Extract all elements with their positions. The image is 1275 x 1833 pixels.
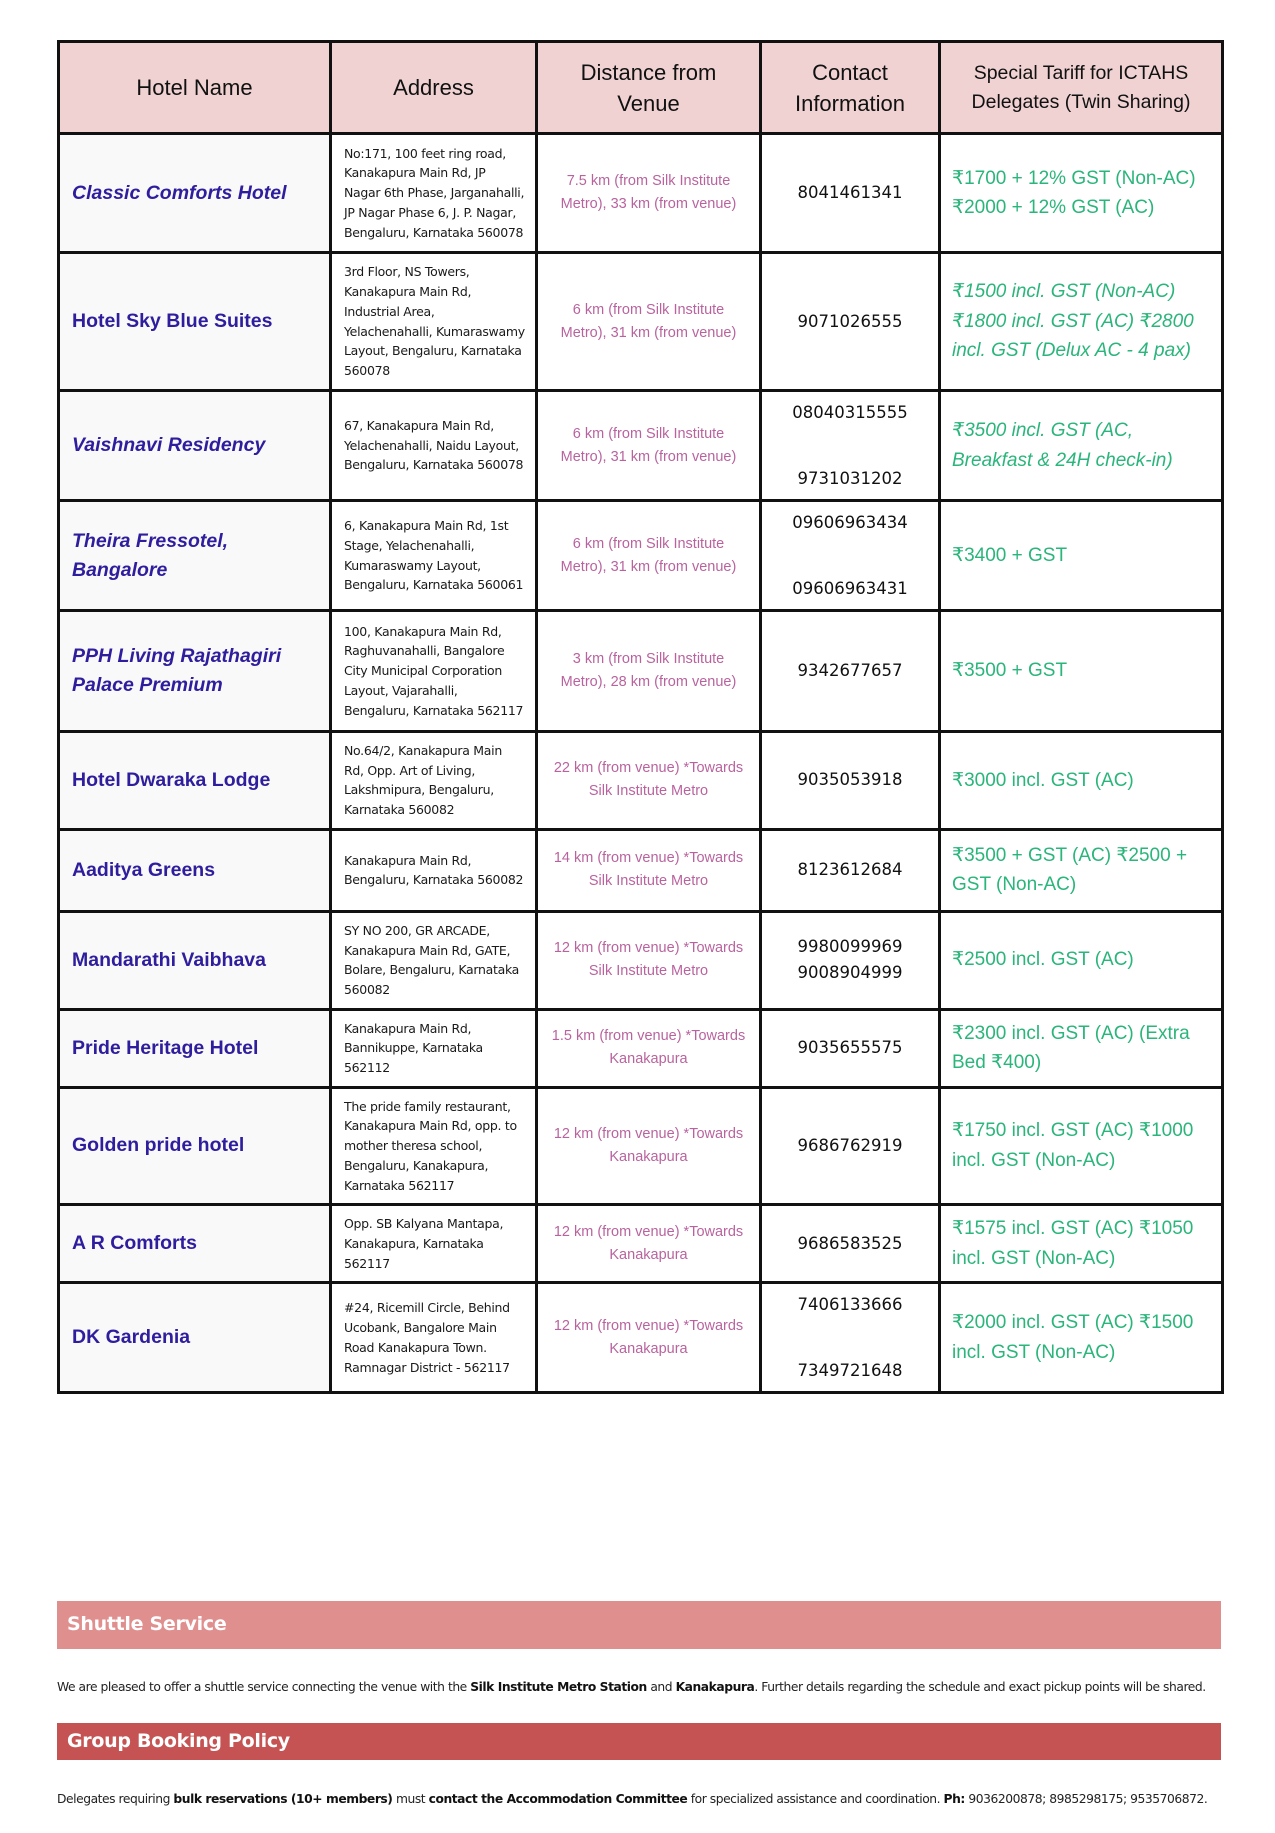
hotel-address: 3rd Floor, NS Towers, Kanakapura Main Rd, Industrial Area, Yelachenahalli, Kumaraswamy Layout, Bengaluru, Karnataka 560078: [331, 253, 537, 391]
header-hotel-name: Hotel Name: [59, 42, 331, 134]
group-booking-title: Group Booking Policy: [67, 1730, 290, 1752]
shuttle-service-text: We are pleased to offer a shuttle service connecting the venue with the Silk Institute Metro Station and Kanakapura. Further details regarding the schedule and exact pickup points will be shared.: [57, 1680, 1206, 1694]
hotel-distance: 6 km (from Silk Institute Metro), 31 km (from venue): [537, 501, 761, 611]
hotel-tariff: ₹2300 incl. GST (AC) (Extra Bed ₹400): [940, 1009, 1223, 1087]
table-row: [59, 1009, 1223, 1087]
hotel-distance: 12 km (from venue) *Towards Kanakapura: [537, 1283, 761, 1393]
hotel-distance: 7.5 km (from Silk Institute Metro), 33 km (from venue): [537, 134, 761, 253]
hotel-name: A R Comforts: [59, 1205, 331, 1283]
shuttle-service-banner: [57, 1601, 1221, 1649]
contact-phone-number: 09606963431: [792, 578, 908, 598]
hotel-address: The pride family restaurant, Kanakapura Main Rd, opp. to mother theresa school, Bengaluru, Kanakapura, Karnataka 562117: [331, 1087, 537, 1205]
hotel-contact: [761, 911, 940, 1009]
hotel-address: Opp. SB Kalyana Mantapa, Kanakapura, Karnataka 562117: [331, 1205, 537, 1283]
contact-phone-number: 9008904999: [797, 963, 903, 983]
hotel-tariff: ₹3500 + GST: [940, 611, 1223, 732]
hotel-distance: 12 km (from venue) *Towards Kanakapura: [537, 1087, 761, 1205]
hotel-distance: 22 km (from venue) *Towards Silk Institute Metro: [537, 732, 761, 830]
table-row: [59, 829, 1223, 911]
contact-phone-number: 08040315555: [792, 402, 908, 422]
hotel-rows: [59, 134, 1223, 1393]
hotel-contact: [761, 134, 940, 253]
hotel-contact: [761, 1283, 940, 1393]
hotel-contact: [761, 253, 940, 391]
hotel-tariff: ₹3500 incl. GST (AC, Breakfast & 24H check-in): [940, 391, 1223, 501]
hotel-address: No.64/2, Kanakapura Main Rd, Opp. Art of Living, Lakshmipura, Bengaluru, Karnataka 560082: [331, 732, 537, 830]
contact-spacer: [766, 536, 934, 576]
hotel-name: Aaditya Greens: [59, 829, 331, 911]
hotel-tariff: ₹3400 + GST: [940, 501, 1223, 611]
contact-phone-number: 9035053918: [797, 770, 903, 790]
table-row: [59, 1087, 1223, 1205]
hotel-address: SY NO 200, GR ARCADE, Kanakapura Main Rd, GATE, Bolare, Bengaluru, Karnataka 560082: [331, 911, 537, 1009]
contact-phone-number: 7349721648: [797, 1360, 903, 1380]
hotel-address: No:171, 100 feet ring road, Kanakapura Main Rd, JP Nagar 6th Phase, Jarganahalli, JP Nagar Phase 6, J. P. Nagar, Bengaluru, Karnataka 560078: [331, 134, 537, 253]
table-row: [59, 1205, 1223, 1283]
hotel-name: Mandarathi Vaibhava: [59, 911, 331, 1009]
hotel-contact: [761, 829, 940, 911]
contact-phone-number: 9342677657: [797, 661, 903, 680]
table-row: [59, 501, 1223, 611]
contact-phone-number: 9686762919: [797, 1135, 903, 1155]
hotel-tariff: ₹1700 + 12% GST (Non-AC) ₹2000 + 12% GST (AC): [940, 134, 1223, 253]
hotel-name: Hotel Dwaraka Lodge: [59, 732, 331, 830]
hotel-name: Golden pride hotel: [59, 1087, 331, 1205]
group-booking-text: Delegates requiring bulk reservations (10+ members) must contact the Accommodation Committee for specialized assistance and coordination. Ph: 9036200878; 8985298175; 9535706872.: [57, 1792, 1208, 1806]
contact-phone-number: 8041461341: [797, 183, 903, 202]
contact-phone-number: 9071026555: [797, 311, 903, 331]
hotel-contact: [761, 732, 940, 830]
header-tariff: Special Tariff for ICTAHS Delegates (Twin Sharing): [940, 42, 1223, 134]
hotel-name: Pride Heritage Hotel: [59, 1009, 331, 1087]
table-row: [59, 732, 1223, 830]
shuttle-service-title: Shuttle Service: [67, 1613, 227, 1635]
header-distance: Distance from Venue: [537, 42, 761, 134]
header-contact: Contact Information: [761, 42, 940, 134]
hotel-name: Classic Comforts Hotel: [59, 134, 331, 253]
contact-phone-number: 7406133666: [797, 1294, 903, 1314]
hotel-distance: 12 km (from venue) *Towards Silk Institute Metro: [537, 911, 761, 1009]
hotel-tariff: ₹2500 incl. GST (AC): [940, 911, 1223, 1009]
hotel-name: PPH Living Rajathagiri Palace Premium: [59, 611, 331, 732]
hotel-tariff: ₹3500 + GST (AC) ₹2500 + GST (Non-AC): [940, 829, 1223, 911]
table-row: [59, 1283, 1223, 1393]
hotel-address: #24, Ricemill Circle, Behind Ucobank, Bangalore Main Road Kanakapura Town. Ramnagar District - 562117: [331, 1283, 537, 1393]
hotel-tariff: ₹1575 incl. GST (AC) ₹1050 incl. GST (Non-AC): [940, 1205, 1223, 1283]
hotel-distance: 1.5 km (from venue) *Towards Kanakapura: [537, 1009, 761, 1087]
hotel-distance: 14 km (from venue) *Towards Silk Institute Metro: [537, 829, 761, 911]
table-row: [59, 911, 1223, 1009]
contact-phone-number: 9731031202: [797, 468, 903, 488]
table-row: [59, 134, 1223, 253]
contact-phone-number: 9686583525: [797, 1233, 903, 1253]
hotel-table: [57, 40, 1224, 1394]
hotel-tariff: ₹1500 incl. GST (Non-AC) ₹1800 incl. GST (AC) ₹2800 incl. GST (Delux AC - 4 pax): [940, 253, 1223, 391]
hotel-distance: 6 km (from Silk Institute Metro), 31 km (from venue): [537, 253, 761, 391]
hotel-contact: [761, 501, 940, 611]
hotel-distance: 12 km (from venue) *Towards Kanakapura: [537, 1205, 761, 1283]
contact-spacer: [766, 426, 934, 466]
contact-phone-number: 8123612684: [797, 860, 903, 880]
contact-spacer: [766, 1318, 934, 1358]
hotel-contact: [761, 611, 940, 732]
hotel-distance: 3 km (from Silk Institute Metro), 28 km (from venue): [537, 611, 761, 732]
hotel-tariff: ₹2000 incl. GST (AC) ₹1500 incl. GST (Non-AC): [940, 1283, 1223, 1393]
contact-phone-number: 09606963434: [792, 512, 908, 532]
hotel-address: Kanakapura Main Rd, Bengaluru, Karnataka 560082: [331, 829, 537, 911]
hotel-contact: [761, 1205, 940, 1283]
table-row: [59, 391, 1223, 501]
hotel-distance: 6 km (from Silk Institute Metro), 31 km (from venue): [537, 391, 761, 501]
table-row: [59, 611, 1223, 732]
contact-phone-number: 9980099969: [797, 937, 903, 957]
hotel-name: DK Gardenia: [59, 1283, 331, 1393]
hotel-address: 100, Kanakapura Main Rd, Raghuvanahalli, Bangalore City Municipal Corporation Layout, Vajarahalli, Bengaluru, Karnataka 562117: [331, 611, 537, 732]
hotel-contact: [761, 1009, 940, 1087]
hotel-name: Theira Fressotel, Bangalore: [59, 501, 331, 611]
hotel-contact: [761, 391, 940, 501]
hotel-name: Hotel Sky Blue Suites: [59, 253, 331, 391]
hotel-tariff: ₹3000 incl. GST (AC): [940, 732, 1223, 830]
hotel-contact: [761, 1087, 940, 1205]
hotel-address: 6, Kanakapura Main Rd, 1st Stage, Yelachenahalli, Kumaraswamy Layout, Bengaluru, Karnataka 560061: [331, 501, 537, 611]
table-header-row: [59, 42, 1223, 134]
header-address: Address: [331, 42, 537, 134]
hotel-name: Vaishnavi Residency: [59, 391, 331, 501]
hotel-tariff: ₹1750 incl. GST (AC) ₹1000 incl. GST (Non-AC): [940, 1087, 1223, 1205]
contact-phone-number: 9035655575: [797, 1038, 903, 1058]
hotel-address: Kanakapura Main Rd, Bannikuppe, Karnataka 562112: [331, 1009, 537, 1087]
accommodation-page: [57, 40, 1221, 1394]
group-booking-banner: [57, 1723, 1221, 1760]
hotel-address: 67, Kanakapura Main Rd, Yelachenahalli, Naidu Layout, Bengaluru, Karnataka 560078: [331, 391, 537, 501]
table-row: [59, 253, 1223, 391]
